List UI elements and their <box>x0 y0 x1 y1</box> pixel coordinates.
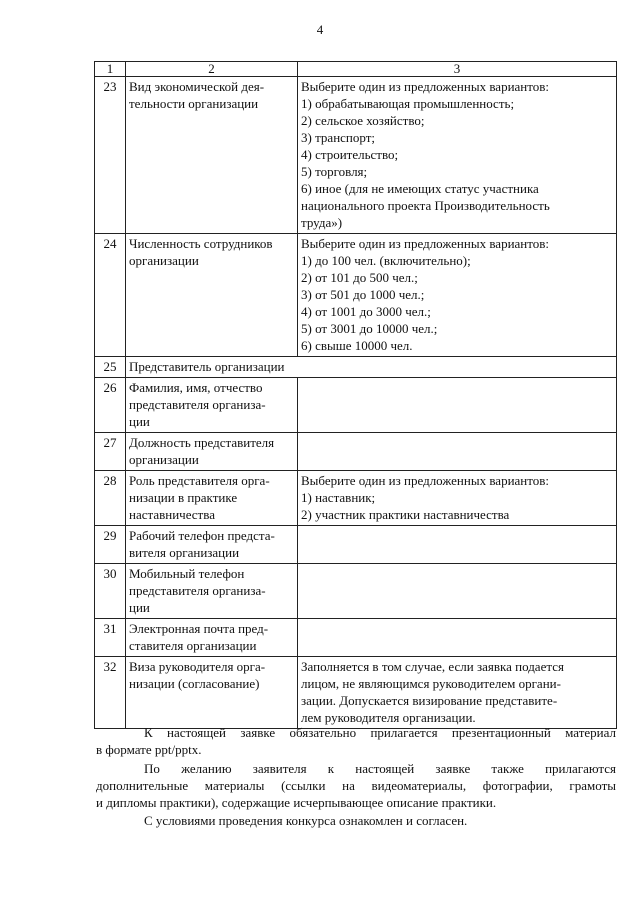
paragraph-line: в формате ppt/pptx. <box>96 742 202 757</box>
section-title: Представитель организации <box>126 357 617 378</box>
field-value-line: 6) свыше 10000 чел. <box>301 338 413 353</box>
row-number: 32 <box>95 657 126 729</box>
field-value <box>298 471 617 526</box>
field-value-line: 1) обрабатывающая промышленность; <box>301 96 515 111</box>
field-value-line: труда») <box>301 215 343 230</box>
field-name <box>126 234 298 357</box>
field-value <box>298 619 617 657</box>
field-name-line: ции <box>129 600 150 615</box>
field-value-line: лицом, не являющимся руководителем органи- <box>301 676 561 691</box>
field-value <box>298 378 617 433</box>
table-header-row <box>95 62 617 77</box>
table-row <box>95 526 617 564</box>
header-col-1: 1 <box>95 62 126 77</box>
paragraph-consent <box>96 812 616 829</box>
field-value-line: Выберите один из предложенных вариантов: <box>301 236 550 251</box>
field-name-line: Вид экономической дея- <box>129 79 265 94</box>
field-value <box>298 234 617 357</box>
field-value-line: 5) от 3001 до 10000 чел.; <box>301 321 438 336</box>
field-name-line: низации (согласование) <box>129 676 260 691</box>
field-name-line: организации <box>129 452 199 467</box>
table-row <box>95 77 617 234</box>
field-value <box>298 657 617 729</box>
field-value <box>298 77 617 234</box>
header-col-3: 3 <box>298 62 617 77</box>
paragraph-line: По желанию заявителя к настоящей заявке также прилагаются <box>144 761 616 776</box>
row-number: 26 <box>95 378 126 433</box>
paragraph-line: и дипломы практики), содержащие исчерпывающее описание практики. <box>96 795 497 810</box>
table-row <box>95 433 617 471</box>
field-value-line: 2) сельское хозяйство; <box>301 113 425 128</box>
field-name <box>126 564 298 619</box>
field-value-line: национального проекта Производительность <box>301 198 550 213</box>
field-name-line: низации в практике <box>129 490 238 505</box>
field-name-line: Должность представителя <box>129 435 275 450</box>
field-value-line: зации. Допускается визирование представите- <box>301 693 558 708</box>
header-col-2: 2 <box>126 62 298 77</box>
field-name-line: Численность сотрудников <box>129 236 273 251</box>
row-number: 25 <box>95 357 126 378</box>
field-name <box>126 378 298 433</box>
field-name-line: вителя организации <box>129 545 240 560</box>
field-name-line: ставителя организации <box>129 638 257 653</box>
field-value-line: лем руководителя организации. <box>301 710 476 725</box>
field-value <box>298 564 617 619</box>
row-number: 28 <box>95 471 126 526</box>
row-number: 31 <box>95 619 126 657</box>
field-name <box>126 77 298 234</box>
field-name-line: Виза руководителя орга- <box>129 659 266 674</box>
field-value-line: 4) строительство; <box>301 147 399 162</box>
field-name-line: Роль представителя орга- <box>129 473 270 488</box>
field-name-line: Фамилия, имя, отчество <box>129 380 263 395</box>
table-row <box>95 234 617 357</box>
paragraph-line: С условиями проведения конкурса ознакомлен и согласен. <box>144 813 468 828</box>
field-name <box>126 433 298 471</box>
row-number: 27 <box>95 433 126 471</box>
field-value-line: 5) торговля; <box>301 164 368 179</box>
table-row <box>95 378 617 433</box>
field-name-line: представителя организа- <box>129 397 266 412</box>
field-value-line: 3) от 501 до 1000 чел.; <box>301 287 425 302</box>
field-value-line: 6) иное (для не имеющих статус участника <box>301 181 539 196</box>
field-name-line: Мобильный телефон <box>129 566 245 581</box>
field-name-line: тельности организации <box>129 96 259 111</box>
table-row <box>95 471 617 526</box>
field-value-line: Выберите один из предложенных вариантов: <box>301 79 550 94</box>
table-row <box>95 357 617 378</box>
field-name-line: Электронная почта пред- <box>129 621 269 636</box>
field-value-line: Заполняется в том случае, если заявка подается <box>301 659 564 674</box>
field-value-line: 2) от 101 до 500 чел.; <box>301 270 418 285</box>
row-number: 30 <box>95 564 126 619</box>
page-number: 4 <box>316 22 324 37</box>
paragraph-presentation <box>96 724 616 758</box>
field-value <box>298 526 617 564</box>
field-name-line: представителя организа- <box>129 583 266 598</box>
table-row <box>95 657 617 729</box>
table-row <box>95 619 617 657</box>
field-name-line: организации <box>129 253 199 268</box>
field-name-line: Рабочий телефон предста- <box>129 528 275 543</box>
field-name-line: ции <box>129 414 150 429</box>
field-name-line: наставничества <box>129 507 215 522</box>
field-value-line: 2) участник практики наставничества <box>301 507 510 522</box>
field-value-line: 3) транспорт; <box>301 130 375 145</box>
field-value-line: 1) наставник; <box>301 490 376 505</box>
field-name <box>126 657 298 729</box>
row-number: 29 <box>95 526 126 564</box>
field-value <box>298 433 617 471</box>
field-value-line: Выберите один из предложенных вариантов: <box>301 473 550 488</box>
field-name <box>126 619 298 657</box>
field-value-line: 4) от 1001 до 3000 чел.; <box>301 304 431 319</box>
paragraph-additional-materials <box>96 760 616 811</box>
field-name <box>126 471 298 526</box>
field-value-line: 1) до 100 чел. (включительно); <box>301 253 471 268</box>
row-number: 24 <box>95 234 126 357</box>
paragraph-line: дополнительные материалы (ссылки на видеоматериалы, фотографии, грамоты <box>96 778 616 793</box>
paragraph-line: К настоящей заявке обязательно прилагается презентационный материал <box>144 725 616 740</box>
field-name <box>126 526 298 564</box>
table-row <box>95 564 617 619</box>
application-form-table <box>94 61 617 729</box>
row-number: 23 <box>95 77 126 234</box>
